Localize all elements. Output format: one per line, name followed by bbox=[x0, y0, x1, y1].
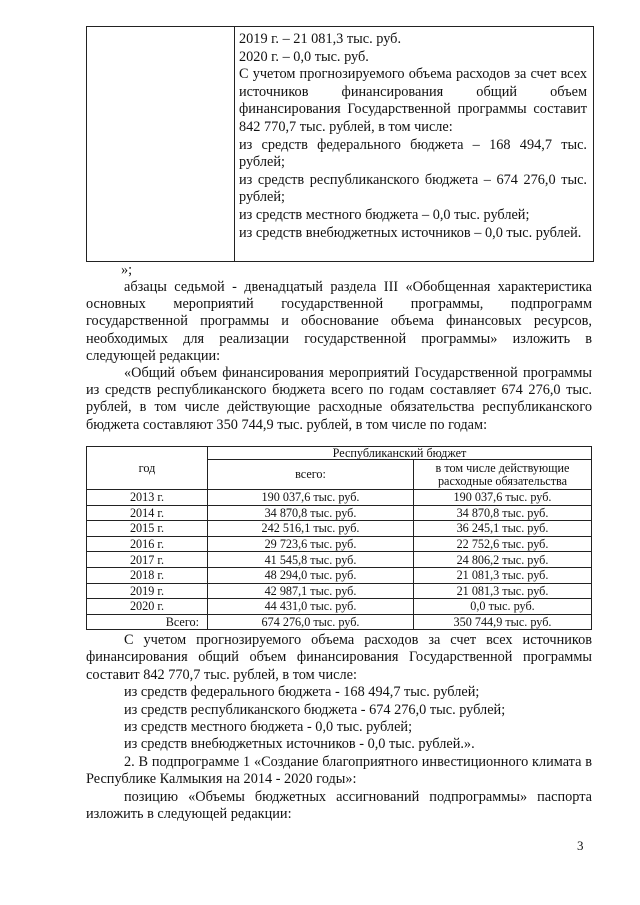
table-total-row bbox=[87, 614, 592, 630]
cell-total: 42 987,1 тыс. руб. bbox=[208, 583, 414, 599]
cell-total: 34 870,8 тыс. руб. bbox=[208, 505, 414, 521]
cell-year: 2014 г. bbox=[87, 505, 208, 521]
table-row bbox=[87, 567, 592, 583]
cell-obligations: 21 081,3 тыс. руб. bbox=[414, 583, 592, 599]
cell-total: 674 276,0 тыс. руб. bbox=[208, 614, 414, 630]
passport-table-fragment bbox=[86, 26, 594, 262]
source-line: из средств местного бюджета - 0,0 тыс. рублей; bbox=[124, 719, 413, 736]
passport-line: из средств федерального бюджета – 168 494,7 тыс. рублей; bbox=[239, 136, 587, 171]
cell-obligations: 0,0 тыс. руб. bbox=[414, 599, 592, 615]
page-number: 3 bbox=[577, 838, 584, 853]
header-republic-budget: Республиканский бюджет bbox=[208, 447, 592, 460]
cell-year: 2018 г. bbox=[87, 567, 208, 583]
passport-line: 2020 г. – 0,0 тыс. руб. bbox=[239, 48, 369, 65]
paragraph-position: позицию «Объемы бюджетных ассигнований подпрограммы» паспорта изложить в следующей редакции: bbox=[86, 788, 592, 823]
passport-line: С учетом прогнозируемого объема расходов за счет всех источников финансирования общий объем финансирования Государственной программы составит 842 770,7 тыс. рублей, в том числе: bbox=[239, 66, 587, 135]
cell-total: 242 516,1 тыс. руб. bbox=[208, 521, 414, 537]
passport-line: из средств местного бюджета – 0,0 тыс. рублей; bbox=[239, 206, 530, 223]
cell-total: 48 294,0 тыс. руб. bbox=[208, 567, 414, 583]
cell-year: 2020 г. bbox=[87, 599, 208, 615]
passport-line: 2019 г. – 21 081,3 тыс. руб. bbox=[239, 31, 402, 47]
cell-obligations: 36 245,1 тыс. руб. bbox=[414, 521, 592, 537]
cell-year: 2015 г. bbox=[87, 521, 208, 537]
cell-year: 2013 г. bbox=[87, 490, 208, 506]
cell-total: 29 723,6 тыс. руб. bbox=[208, 536, 414, 552]
cell-obligations: 22 752,6 тыс. руб. bbox=[414, 536, 592, 552]
table-row bbox=[87, 583, 592, 599]
table-row bbox=[87, 505, 592, 521]
cell-year: Всего: bbox=[87, 614, 208, 630]
paragraph-intro: абзацы седьмой - двенадцатый раздела III «Обобщенная характеристика основных мероприятий государственной программы, подпрограмм государственной программы и обоснование объема финансовых ресурсов, необходимых для реализации государственной программы» изложить в следующей редакции: bbox=[86, 279, 592, 364]
passport-line: из средств республиканского бюджета – 674 276,0 тыс. рублей; bbox=[239, 171, 587, 206]
paragraph-point-2: 2. В подпрограмме 1 «Создание благоприятного инвестиционного климата в Республике Калмыкия на 2014 - 2020 годы»: bbox=[86, 753, 592, 788]
cell-obligations: 190 037,6 тыс. руб. bbox=[414, 490, 592, 506]
table-row bbox=[87, 521, 592, 537]
cell-obligations: 350 744,9 тыс. руб. bbox=[414, 614, 592, 630]
cell-obligations: 21 081,3 тыс. руб. bbox=[414, 567, 592, 583]
table-row bbox=[87, 490, 592, 506]
table-row bbox=[87, 599, 592, 615]
cell-total: 44 431,0 тыс. руб. bbox=[208, 599, 414, 615]
cell-obligations: 24 806,2 тыс. руб. bbox=[414, 552, 592, 568]
paragraph-sum: С учетом прогнозируемого объема расходов за счет всех источников финансирования общий объем финансирования Государственной программы составит 842 770,7 тыс. рублей, в том числе: bbox=[86, 632, 592, 683]
header-obligations: в том числе действующие расходные обязательства bbox=[414, 460, 592, 490]
source-line: из средств федерального бюджета - 168 494,7 тыс. рублей; bbox=[124, 684, 480, 701]
passport-line: из средств внебюджетных источников – 0,0 тыс. рублей. bbox=[239, 224, 582, 241]
closing-quote: »; bbox=[121, 262, 133, 278]
passport-cell-text bbox=[239, 31, 587, 242]
paragraph-quote: «Общий объем финансирования мероприятий Государственной программы из средств республиканского бюджета всего по годам составляет 674 276,0 тыс. рублей, в том числе действующие расходные обязательства республиканского бюджета составляют 350 744,9 тыс. рублей, в том числе по годам: bbox=[86, 365, 592, 433]
budget-table bbox=[86, 446, 592, 630]
cell-year: 2016 г. bbox=[87, 536, 208, 552]
source-line: из средств республиканского бюджета - 674 276,0 тыс. рублей; bbox=[124, 701, 506, 718]
header-total: всего: bbox=[208, 460, 414, 490]
cell-total: 190 037,6 тыс. руб. bbox=[208, 490, 414, 506]
cell-total: 41 545,8 тыс. руб. bbox=[208, 552, 414, 568]
header-year: год bbox=[87, 447, 208, 490]
table-row bbox=[87, 552, 592, 568]
table-row bbox=[87, 536, 592, 552]
cell-year: 2019 г. bbox=[87, 583, 208, 599]
cell-year: 2017 г. bbox=[87, 552, 208, 568]
cell-obligations: 34 870,8 тыс. руб. bbox=[414, 505, 592, 521]
source-line: из средств внебюджетных источников - 0,0 тыс. рублей.». bbox=[124, 736, 475, 753]
table-column-divider bbox=[234, 27, 235, 261]
